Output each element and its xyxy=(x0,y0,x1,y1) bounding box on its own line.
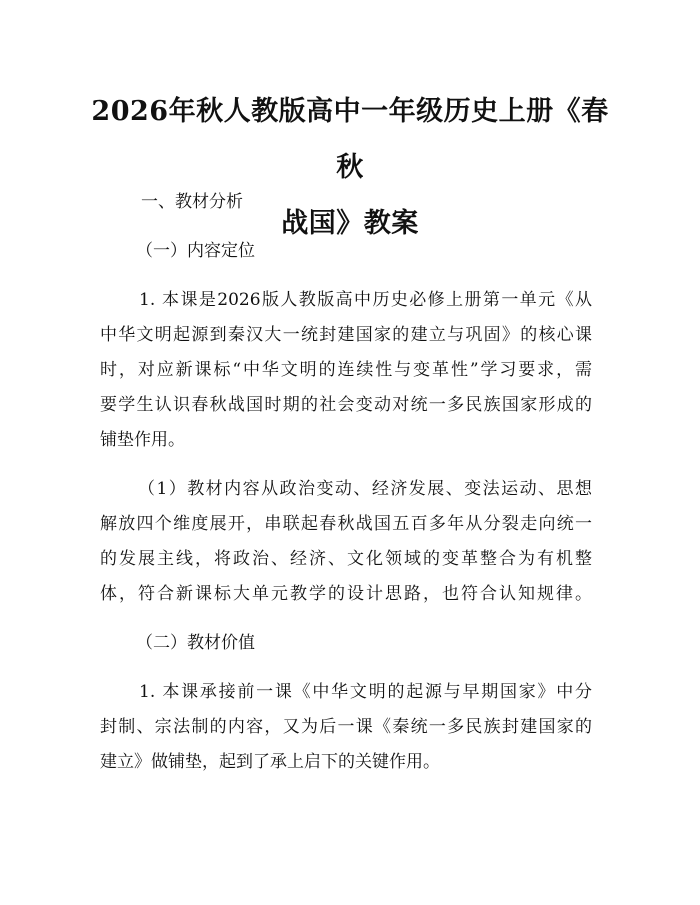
paragraph-2-line-3: 的发展主线，将政治、经济、文化领域的变革整合为有机整 xyxy=(100,549,592,569)
paragraph-3-line-1: 1. 本课承接前一课《中华文明的起源与早期国家》中分 xyxy=(139,682,592,702)
paragraph-2-line-2: 解放四个维度展开，串联起春秋战国五百多年从分裂走向统一 xyxy=(100,514,592,534)
title-line-2: 战国》教案 xyxy=(281,208,419,239)
paragraph-1-line-5: 铺垫作用。 xyxy=(100,430,185,450)
paragraph-3-line-3: 建立》做铺垫，起到了承上启下的关键作用。 xyxy=(100,752,440,772)
paragraph-2-line-1: （1）教材内容从政治变动、经济发展、变法运动、思想 xyxy=(138,479,592,499)
section-heading-textbook-analysis: 一、教材分析 xyxy=(141,192,243,212)
subsection-heading-content-positioning: （一）内容定位 xyxy=(136,241,255,261)
paragraph-1-line-4: 要学生认识春秋战国时期的社会变动对统一多民族国家形成的 xyxy=(100,395,592,415)
paragraph-1-line-2: 中华文明起源到秦汉大一统封建国家的建立与巩固》的核心课 xyxy=(100,325,592,345)
title-line-1: 2026年秋人教版高中一年级历史上册《春秋 xyxy=(91,96,609,183)
document-title xyxy=(90,84,610,252)
paragraph-1-line-3: 时，对应新课标“中华文明的连续性与变革性”学习要求，需 xyxy=(100,360,592,380)
paragraph-1-line-1: 1. 本课是2026版人教版高中历史必修上册第一单元《从 xyxy=(139,290,592,310)
paragraph-2-line-4: 体，符合新课标大单元教学的设计思路，也符合认知规律。 xyxy=(100,584,592,604)
paragraph-3-line-2: 封制、宗法制的内容，又为后一课《秦统一多民族封建国家的 xyxy=(100,717,592,737)
subsection-heading-textbook-value: （二）教材价值 xyxy=(136,633,255,653)
